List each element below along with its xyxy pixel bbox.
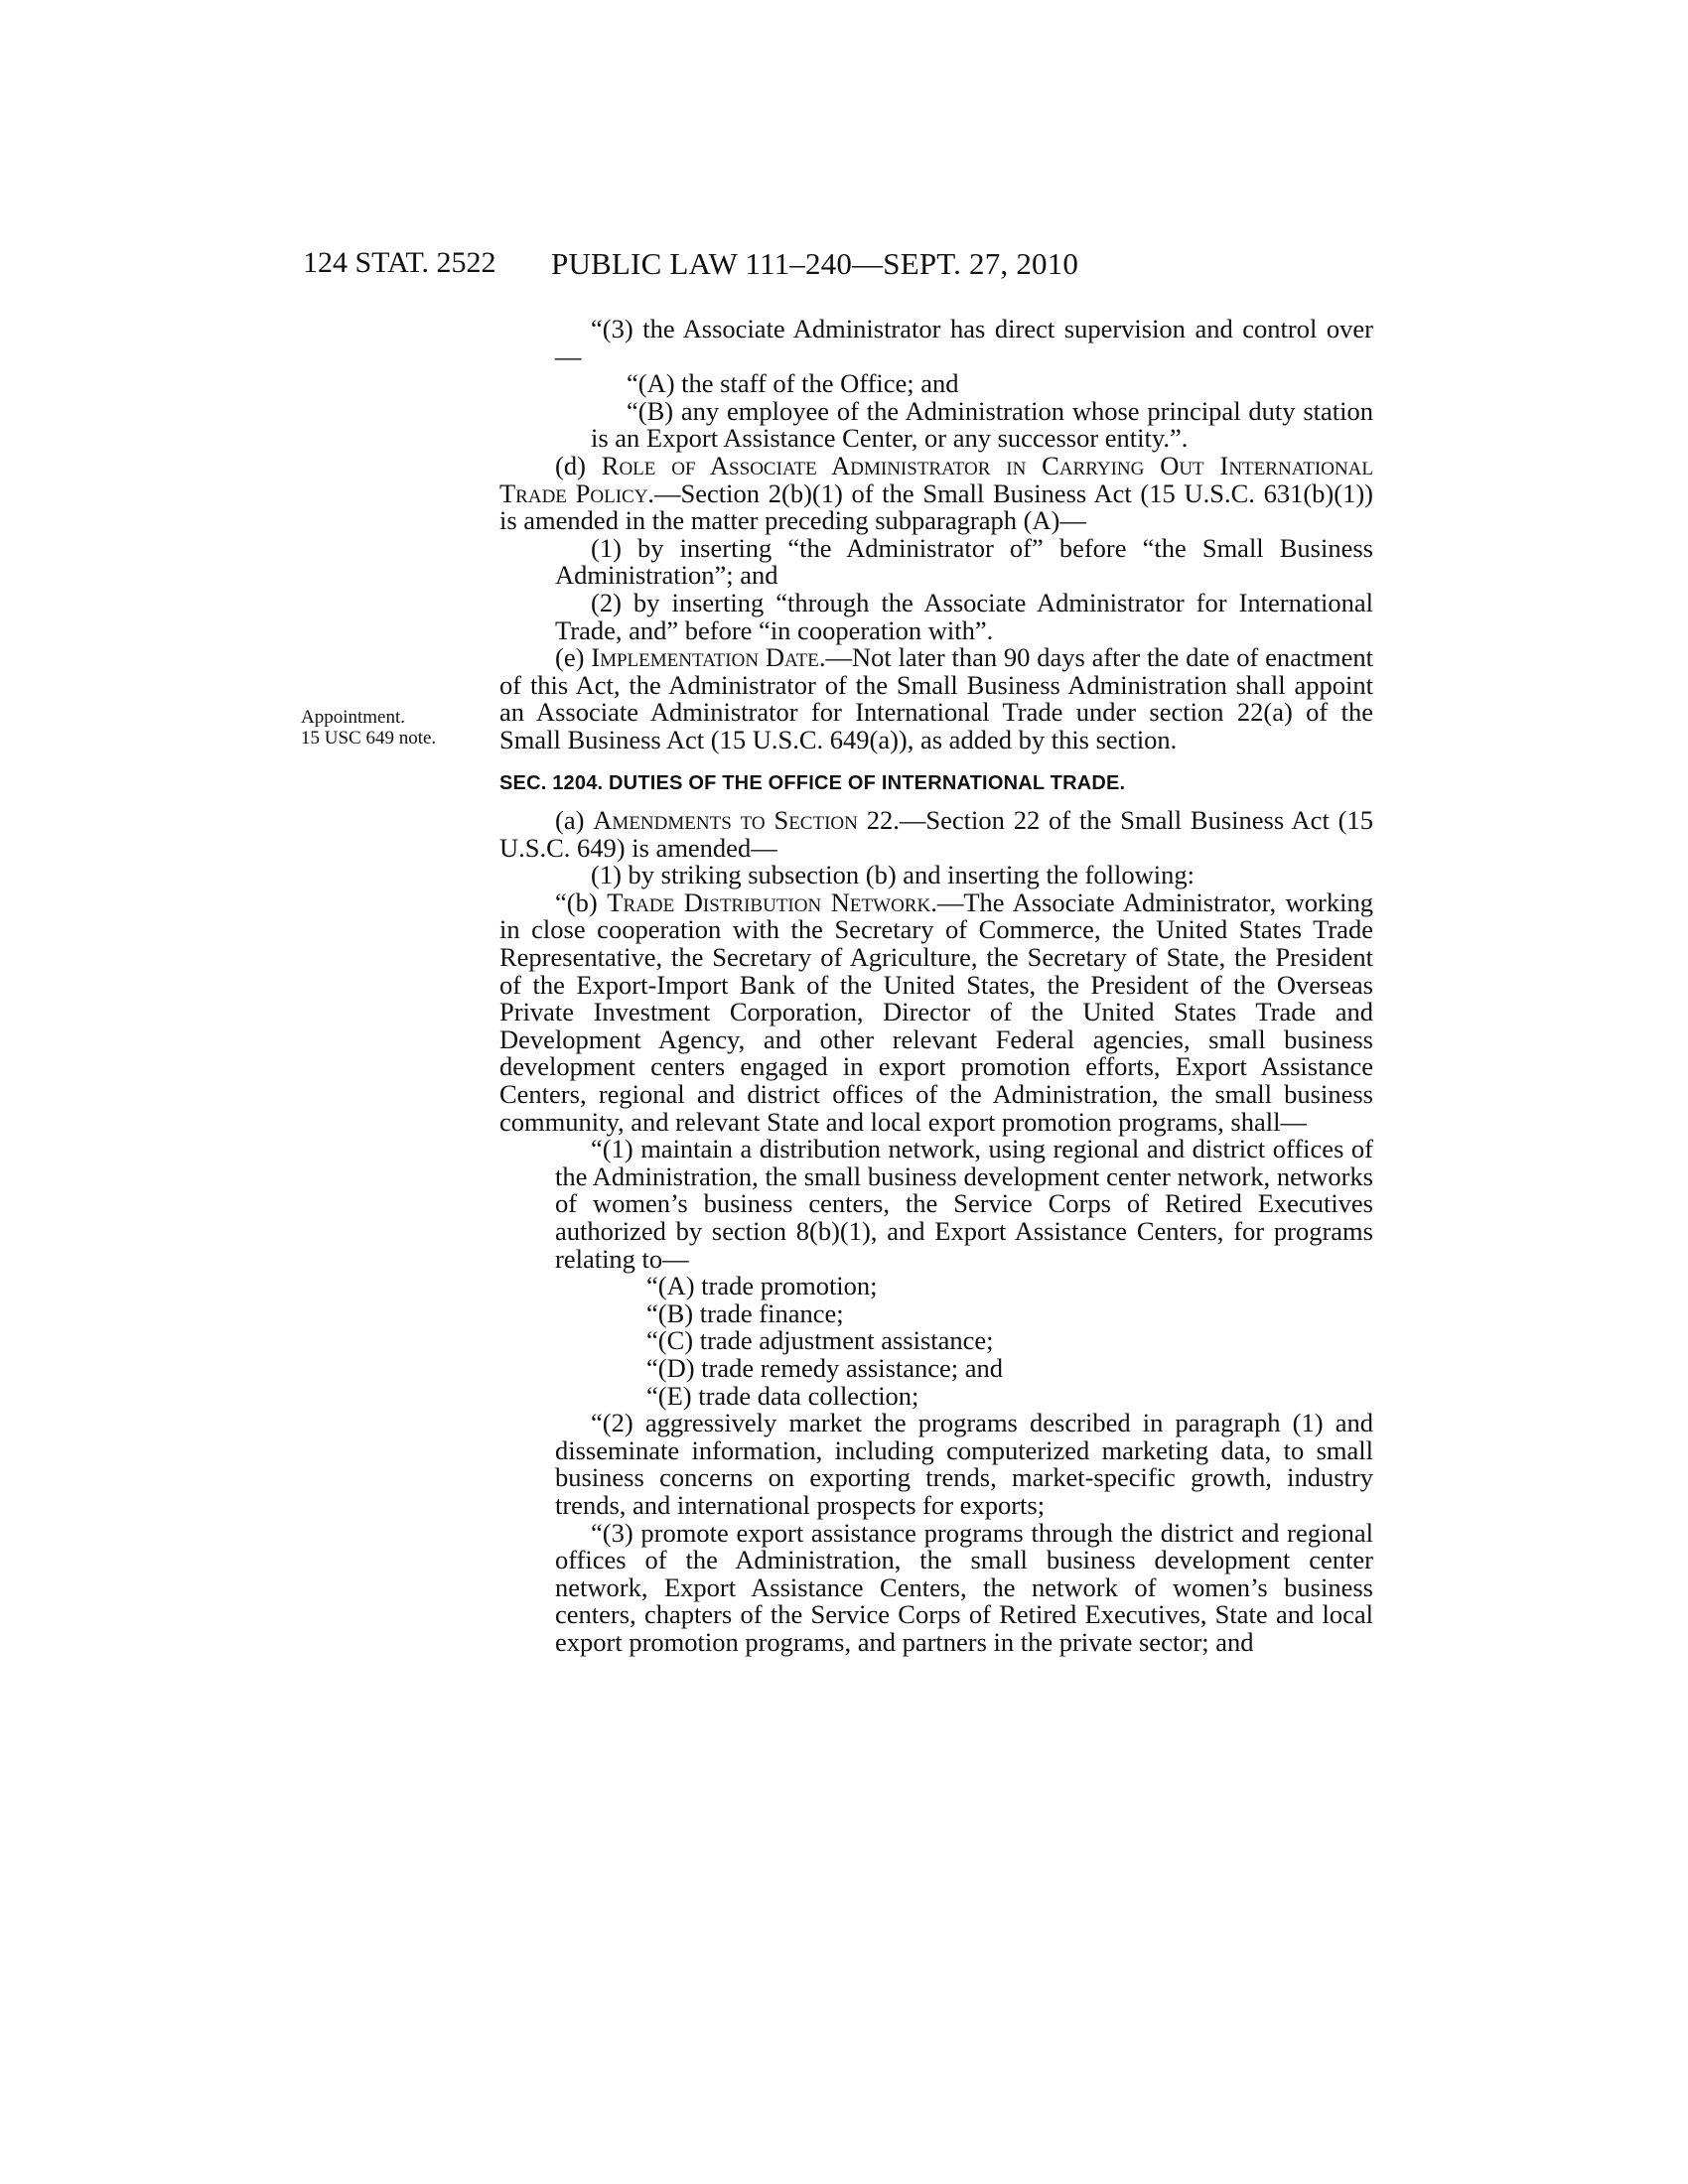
- paragraph: “(2) aggressively market the programs described in paragraph (1) and disseminate information, including computerized marketing data, to small business concerns on exporting trends, market-specific growth, industry trends, and international prospects for exports;: [555, 1408, 1373, 1520]
- document-body: [499, 316, 1373, 1657]
- subsection-a: [499, 807, 1373, 862]
- subsection-label: (d): [555, 450, 586, 480]
- marginal-note-line: Appointment.: [301, 707, 406, 728]
- subparagraph: “(B) trade finance;: [646, 1297, 844, 1328]
- subparagraph: “(D) trade remedy assistance; and: [646, 1352, 1004, 1383]
- subsection-heading: Implementation Date.: [591, 642, 826, 673]
- subsection-text: —Section 22 of the Small Business Act (15 U.S.C. 649) is amended—: [499, 805, 1373, 863]
- statute-page-number: 124 STAT. 2522: [303, 246, 496, 279]
- subparagraph: “(A) the staff of the Office; and: [627, 368, 959, 399]
- subparagraph: “(B) any employee of the Administration whose principal duty station is an Export Assistance Center, or any successor entity.”.: [591, 395, 1373, 454]
- subsection-heading: Role of Associate Administrator in Carrying Out International Trade Policy.: [499, 450, 1373, 508]
- subsection-label: (a): [555, 805, 585, 836]
- subsection-label: “(b): [555, 887, 598, 917]
- subparagraph: “(A) trade promotion;: [646, 1271, 878, 1301]
- subsection-text: —Not later than 90 days after the date of enactment of this Act, the Administrator of the Small Business Administration shall appoint an Associate Administrator for International Trade under section 22(a) of the Small Business Act (15 U.S.C. 649(a)), as added by this section.: [499, 642, 1374, 754]
- public-law-title: PUBLIC LAW 111–240—SEPT. 27, 2010: [551, 246, 1079, 281]
- subsection-text: —Section 2(b)(1) of the Small Business Act (15 U.S.C. 631(b)(1)) is amended in the matter preceding subparagraph (A)—: [499, 478, 1373, 536]
- subparagraph: “(E) trade data collection;: [646, 1380, 919, 1411]
- section-heading: SEC. 1204. DUTIES OF THE OFFICE OF INTERNATIONAL TRADE.: [499, 771, 1126, 794]
- paragraph: “(3) the Associate Administrator has direct supervision and control over—: [555, 314, 1373, 371]
- paragraph: (1) by inserting “the Administrator of” before “the Small Business Administration”; and: [555, 532, 1373, 591]
- subsection-heading: Amendments to Section 22.: [593, 805, 900, 836]
- subparagraph: “(C) trade adjustment assistance;: [646, 1325, 994, 1356]
- subsection-text: —The Associate Administrator, working in close cooperation with the Secretary of Commerce, the United States Trade Representative, the Secretary of Agriculture, the Secretary of State, the President of the Export-Import Bank of the United States, the President of the Overseas Private Investment Corporation, Director of the United States Trade and Development Agency, and other relevant Federal agencies, small business development centers engaged in export promotion efforts, Export Assistance Centers, regional and district offices of the Administration, the small business community, and relevant State and local export promotion programs, shall—: [499, 887, 1373, 1137]
- paragraph: “(1) maintain a distribution network, using regional and district offices of the Administration, the small business development center network, networks of women’s business centers, the Service Corps of Retired Executives authorized by section 8(b)(1), and Export Assistance Centers, for programs relating to—: [555, 1134, 1373, 1274]
- subsection-heading: Trade Distribution Network.: [607, 887, 937, 917]
- subsection-e: [499, 644, 1373, 753]
- subsection-b: [499, 889, 1373, 1136]
- paragraph: (2) by inserting “through the Associate Administrator for International Trade, and” before “in cooperation with”.: [555, 587, 1373, 645]
- subsection-d: [499, 450, 1373, 536]
- paragraph: (1) by striking subsection (b) and inserting the following:: [591, 860, 1195, 890]
- marginal-note: [301, 707, 436, 749]
- paragraph: “(3) promote export assistance programs through the district and regional offices of the Administration, the small business development center network, Export Assistance Centers, the network of women’s business centers, chapters of the Service Corps of Retired Executives, State and local export promotion programs, and partners in the private sector; and: [555, 1517, 1373, 1657]
- page-header: [303, 246, 1385, 286]
- subsection-label: (e): [555, 642, 585, 673]
- marginal-note-line: 15 USC 649 note.: [301, 728, 437, 749]
